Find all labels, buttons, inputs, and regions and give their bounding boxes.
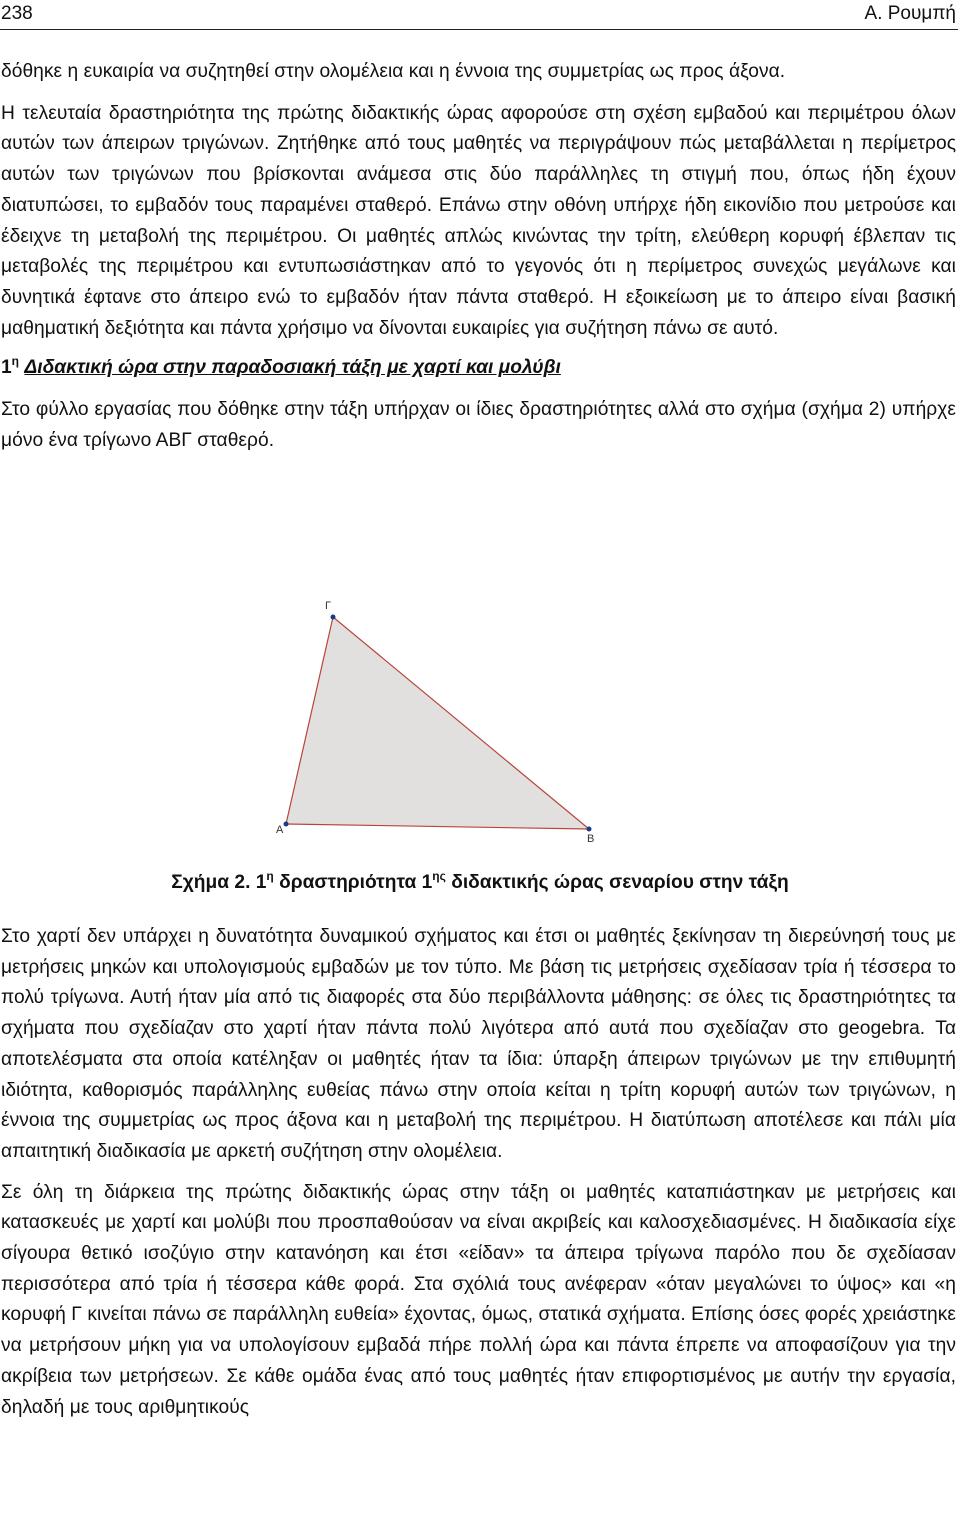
vertex-c	[331, 615, 336, 620]
caption-prefix: Σχήμα 2. 1	[171, 872, 267, 893]
caption-sup-2: ης	[432, 869, 446, 883]
body-text-bottom	[1, 922, 956, 1423]
caption-suffix: διδακτικής ώρας σεναρίου στην τάξη	[445, 872, 789, 893]
page-header	[0, 0, 958, 30]
page-number: 238	[1, 3, 33, 24]
vertex-b	[587, 827, 592, 832]
paragraph: δόθηκε η ευκαιρία να συζητηθεί στην ολομέλεια και η έννοια της συμμετρίας ως προς άξονα.	[1, 61, 786, 82]
paragraph: Σε όλη τη διάρκεια της πρώτης διδακτικής ώρας στην τάξη οι μαθητές καταπιάστηκαν με μετρήσεις και κατασκευές με χαρτί και μολύβι που προσπαθούσαν να είναι ακριβείς και καλοσχεδιασμένες. Η διαδικασία είχε σίγουρα θετικό ισοζύγιο στην κατανόηση και έτσι «είδαν» τα άπειρα τρίγωνα παρόλο που δε σχεδίασαν περισσότερα από τρία ή τέσσερα κάθε φορά. Στα σχόλιά τους ανέφεραν «όταν μεγαλώνει το ύψος» και «η κορυφή Γ κινείται πάνω σε παράλληλη ευθεία» έχοντας, όμως, στατικά σχήματα. Επίσης όσες φορές χρειάστηκε να μετρήσουν μήκη για να υπολογίσουν εμβαδά πήρε πολλή ώρα και πάντα έπρεπε να αποφασίζουν για την ακρίβεια των μετρήσεων. Σε κάθε ομάδα ένας από τους μαθητές ήταν επιφορτισμένος με αυτήν την εργασία, δηλαδή με τους αριθμητικούς	[1, 1181, 956, 1418]
paragraph: Η τελευταία δραστηριότητα της πρώτης διδακτικής ώρας αφορούσε στη σχέση εμβαδού και περιμέτρου όλων αυτών των άπειρων τριγώνων. Ζητήθηκε από τους μαθητές να περιγράψουν πώς μεταβάλλεται η περίμετρος αυτών των τριγώνων που βρίσκονται ανάμεσα στις δύο παράλληλες τη στιγμή που, όπως ήδη έχουν διατυπώσει, το εμβαδόν τους παραμένει σταθερό. Επάνω στην οθόνη υπήρχε ήδη εικονίδιο που μετρούσε και έδειχνε τη μεταβολή της περιμέτρου. Οι μαθητές απλώς κινώντας την τρίτη, ελεύθερη κορυφή έβλεπαν τις μεταβολές της περιμέτρου και εντυπωσιάστηκαν από το γεγονός ότι η περίμετρος συνεχώς μεγάλωνε και δυνητικά έφτανε στο άπειρο ενώ το εμβαδόν ήταν πάντα σταθερό. Η εξοικείωση με το άπειρο είναι βασική μαθηματική δεξιότητα και πάντα χρήσιμο να δίνονται ευκαιρίες για συζήτηση πάνω σε αυτό.	[1, 102, 956, 339]
paragraph: Στο φύλλο εργασίας που δόθηκε στην τάξη υπήρχαν οι ίδιες δραστηριότητες αλλά στο σχήμα (σχήμα 2) υπήρχε μόνο ένα τρίγωνο ΑΒΓ σταθερό.	[1, 399, 956, 451]
body-text-top	[1, 57, 956, 456]
label-c: Γ	[325, 600, 332, 612]
paragraph: Στο χαρτί δεν υπάρχει η δυνατότητα δυναμικού σχήματος και έτσι οι μαθητές ξεκίνησαν τη διερεύνησή τους με μετρήσεις μηκών και υπολογισμούς εμβαδών με τον τύπο. Με βάση τις μετρήσεις σχεδίασαν τρία ή τέσσερα το πολύ τρίγωνα. Αυτή ήταν μία από τις διαφορές στα δύο περιβάλλοντα μάθησης: σε όλες τις δραστηριότητες τα σχήματα που σχεδίαζαν στο χαρτί ήταν πάντα πολύ λιγότερα από αυτά που σχεδίαζαν στο geogebra. Τα αποτελέσματα στα οποία κατέληξαν οι μαθητές ήταν τα ίδια: ύπαρξη άπειρων τριγώνων με την επιθυμητή ιδιότητα, καθορισμός παράλληλης ευθείας πάνω στην οποία κείται η τρίτη κορυφή αυτών των τριγώνων, η έννοια της συμμετρίας ως προς άξονα και η μεταβολή της περιμέτρου. Η διατύπωση αποτέλεσε και πάλι μία απαιτητική διαδικασία με αρκετή συζήτηση στην ολομέλεια.	[1, 926, 956, 1162]
triangle-figure	[262, 592, 622, 852]
caption-middle: δραστηριότητα 1	[273, 872, 433, 893]
heading-number: 1	[1, 357, 12, 379]
vertex-a	[284, 822, 289, 827]
heading-superscript: η	[11, 354, 20, 369]
running-author: Α. Ρουμπή	[864, 3, 956, 24]
triangle-diagram	[262, 592, 622, 852]
triangle-area	[286, 617, 589, 829]
heading-text: Διδακτική ώρα στην παραδοσιακή τάξη με χαρτί και μολύβι	[24, 357, 561, 379]
label-a: Α	[276, 824, 284, 836]
section-heading	[1, 353, 956, 384]
figure-caption	[0, 868, 960, 898]
label-b: Β	[587, 833, 595, 845]
caption-sup-1: η	[266, 869, 274, 883]
